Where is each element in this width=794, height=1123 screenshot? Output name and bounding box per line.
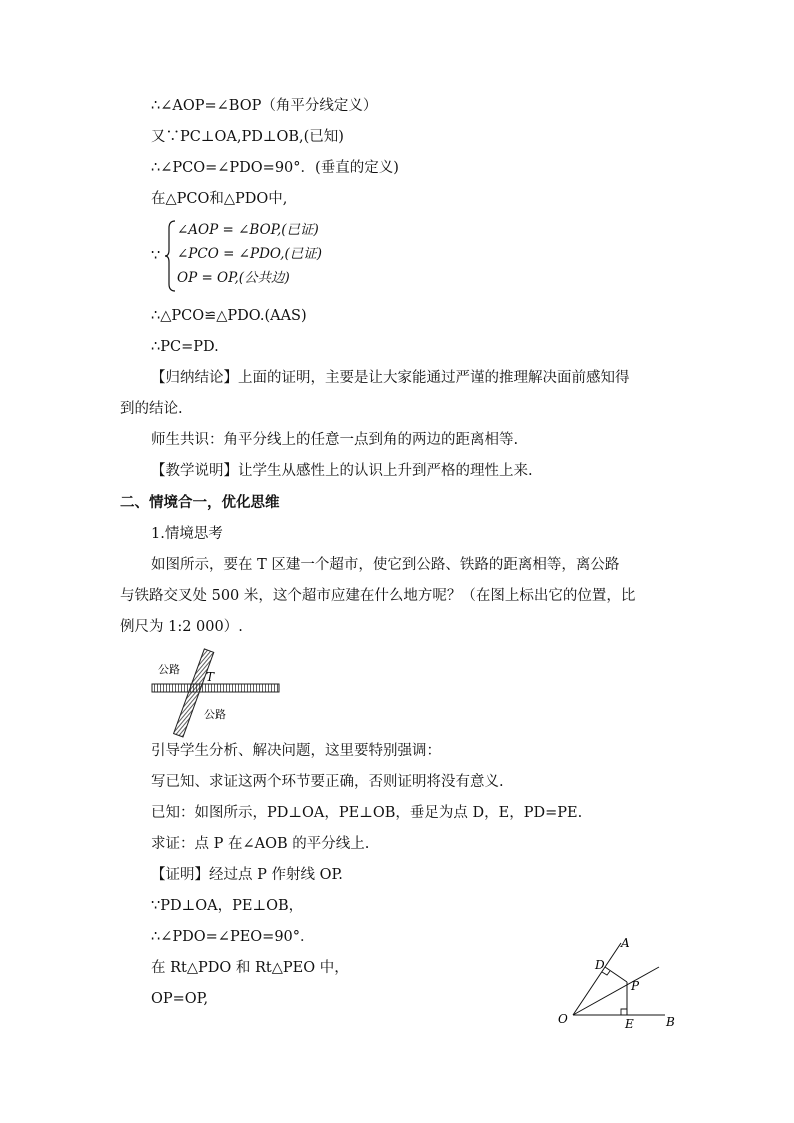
label-b: B: [666, 1015, 675, 1029]
paragraph-line: 写已知、求证这两个环节要正确，否则证明将没有意义.: [151, 774, 504, 790]
label-d: D: [595, 958, 605, 972]
ray-oa: [573, 943, 621, 1015]
road-label-bottom: 公路: [204, 708, 226, 721]
paragraph-line: 师生共识：角平分线上的任意一点到角的两边的距离相等.: [151, 432, 519, 448]
section-heading: 二、情境合一，优化思维: [120, 495, 280, 511]
paragraph-line: 已知：如图所示，PD⊥OA，PE⊥OB，垂足为点 D，E，PD=PE.: [151, 805, 583, 821]
brace-system: [151, 218, 411, 294]
road-railway-figure: [150, 645, 285, 740]
because-symbol: ∵: [151, 248, 161, 264]
paragraph-line: 【证明】经过点 P 作射线 OP.: [151, 867, 343, 883]
paragraph-line: 例尺为 1:2 000）.: [120, 619, 243, 635]
paragraph-line: 【教学说明】让学生从感性上的认识上升到严格的理性上来.: [151, 463, 533, 479]
angle-bisector-figure: [555, 935, 685, 1035]
proof-line: ∴∠AOP=∠BOP（角平分线定义）: [151, 98, 378, 114]
paragraph-line: 【归纳结论】上面的证明，主要是让大家能通过严谨的推理解决面前感知得: [151, 370, 630, 386]
label-a: A: [621, 936, 630, 950]
label-e: E: [625, 1017, 634, 1031]
road-label-top: 公路: [158, 663, 180, 676]
proof-line: ∴∠PDO=∠PEO=90°．: [151, 929, 315, 945]
brace-row: OP = OP,(公共边): [177, 270, 290, 286]
brace-row: ∠PCO = ∠PDO,(已证): [177, 246, 323, 262]
proof-line: ∴△PCO≌△PDO.(AAS): [151, 308, 307, 324]
paragraph-line: 到的结论.: [120, 401, 183, 417]
proof-line: 在△PCO和△PDO中,: [151, 191, 288, 207]
proof-line: ∴∠PCO=∠PDO=90°．(垂直的定义): [151, 160, 399, 176]
proof-line: ∴PC=PD.: [151, 339, 219, 355]
proof-line: OP=OP,: [151, 991, 209, 1007]
left-brace-icon: [165, 220, 177, 292]
proof-line: 在 Rt△PDO 和 Rt△PEO 中，: [151, 960, 349, 976]
right-angle-mark-e: [621, 1009, 627, 1015]
label-p: P: [631, 979, 640, 993]
proof-line: 又∵PC⊥OA,PD⊥OB,(已知): [151, 129, 344, 145]
subheading: 1.情境思考: [151, 526, 223, 542]
brace-row: ∠AOP = ∠BOP,(已证): [177, 222, 319, 238]
paragraph-line: 如图所示，要在 T 区建一个超市，使它到公路、铁路的距离相等，离公路: [151, 557, 620, 573]
horizontal-track: [152, 684, 279, 692]
paragraph-line: 求证：点 P 在∠AOB 的平分线上.: [151, 836, 370, 852]
paragraph-line: 引导学生分析、解决问题，这里要特别强调：: [151, 743, 441, 759]
paragraph-line: 与铁路交叉处 500 米，这个超市应建在什么地方呢？（在图上标出它的位置，比: [120, 588, 636, 604]
label-o: O: [558, 1012, 568, 1026]
proof-line: ∵PD⊥OA，PE⊥OB，: [151, 898, 304, 914]
point-t-label: T: [206, 670, 215, 684]
segment-pd: [605, 967, 627, 982]
